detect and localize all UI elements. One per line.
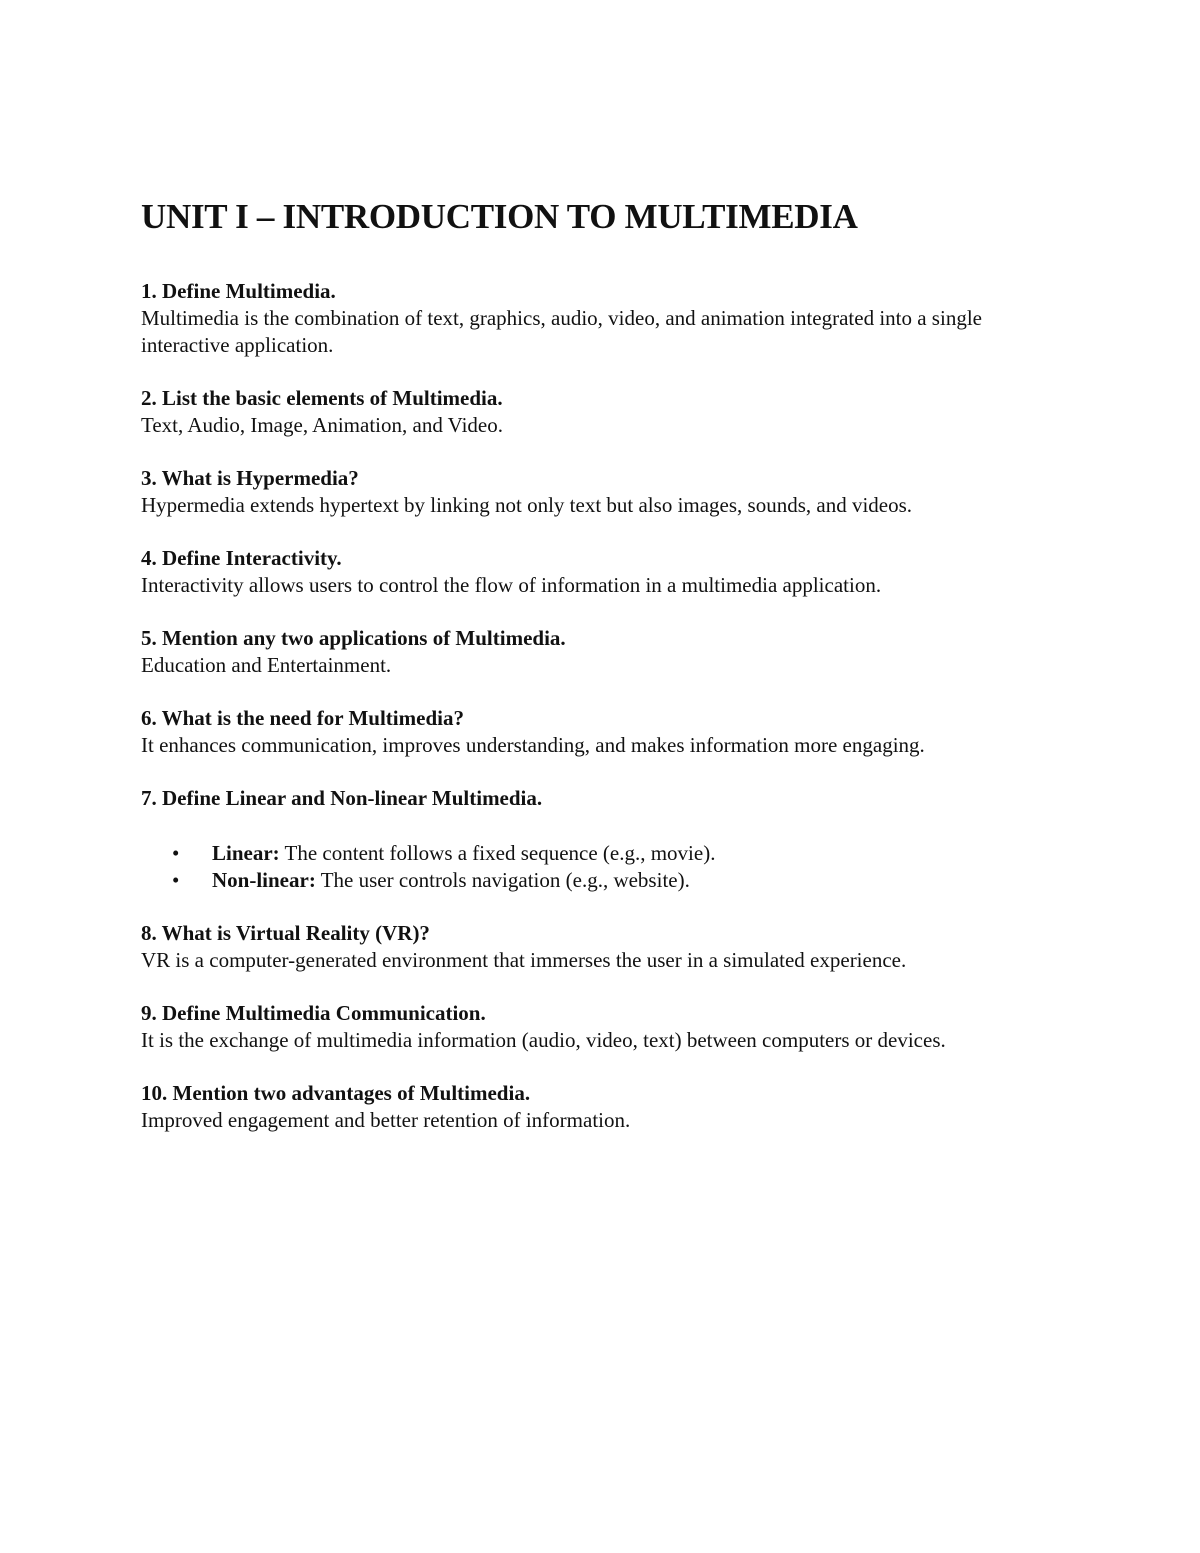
bullet-list bbox=[141, 840, 1071, 894]
document-title: UNIT I – INTRODUCTION TO MULTIMEDIA bbox=[141, 197, 858, 236]
answer: Improved engagement and better retention of information. bbox=[141, 1108, 631, 1132]
qa-item-10 bbox=[141, 1080, 1071, 1134]
bullet-term: Linear: bbox=[212, 841, 280, 865]
qa-item-9 bbox=[141, 1000, 1071, 1054]
list-item bbox=[172, 840, 1071, 867]
document-content bbox=[141, 196, 1071, 1160]
question: 2. List the basic elements of Multimedia. bbox=[141, 386, 503, 410]
bullet-text: The user controls navigation (e.g., website). bbox=[315, 868, 690, 892]
qa-item-8 bbox=[141, 920, 1071, 974]
question: 3. What is Hypermedia? bbox=[141, 466, 359, 490]
question: 1. Define Multimedia. bbox=[141, 279, 336, 303]
answer: It enhances communication, improves understanding, and makes information more engaging. bbox=[141, 733, 925, 757]
answer: Text, Audio, Image, Animation, and Video. bbox=[141, 413, 503, 437]
answer: Education and Entertainment. bbox=[141, 653, 392, 677]
question: 9. Define Multimedia Communication. bbox=[141, 1001, 486, 1025]
answer: Hypermedia extends hypertext by linking not only text but also images, sounds, and videos. bbox=[141, 493, 913, 517]
qa-item-2 bbox=[141, 385, 1071, 439]
question: 10. Mention two advantages of Multimedia. bbox=[141, 1081, 531, 1105]
question: 6. What is the need for Multimedia? bbox=[141, 706, 464, 730]
qa-item-6 bbox=[141, 705, 1071, 759]
qa-item-1 bbox=[141, 278, 1071, 359]
answer: Multimedia is the combination of text, graphics, audio, video, and animation integrated into a single interactive application. bbox=[141, 306, 982, 357]
bullet-marker: • bbox=[172, 841, 180, 865]
question: 4. Define Interactivity. bbox=[141, 546, 342, 570]
bullet-text: The content follows a fixed sequence (e.g., movie). bbox=[279, 841, 716, 865]
answer: It is the exchange of multimedia information (audio, video, text) between computers or devices. bbox=[141, 1028, 946, 1052]
answer: VR is a computer-generated environment that immerses the user in a simulated experience. bbox=[141, 948, 907, 972]
qa-item-7 bbox=[141, 785, 1071, 894]
list-item bbox=[172, 867, 1071, 894]
answer: Interactivity allows users to control the flow of information in a multimedia application. bbox=[141, 573, 882, 597]
question: 8. What is Virtual Reality (VR)? bbox=[141, 921, 430, 945]
qa-item-5 bbox=[141, 625, 1071, 679]
question: 5. Mention any two applications of Multimedia. bbox=[141, 626, 566, 650]
qa-item-3 bbox=[141, 465, 1071, 519]
question: 7. Define Linear and Non-linear Multimedia. bbox=[141, 786, 543, 810]
bullet-term: Non-linear: bbox=[212, 868, 316, 892]
bullet-marker: • bbox=[172, 868, 180, 892]
qa-item-4 bbox=[141, 545, 1071, 599]
